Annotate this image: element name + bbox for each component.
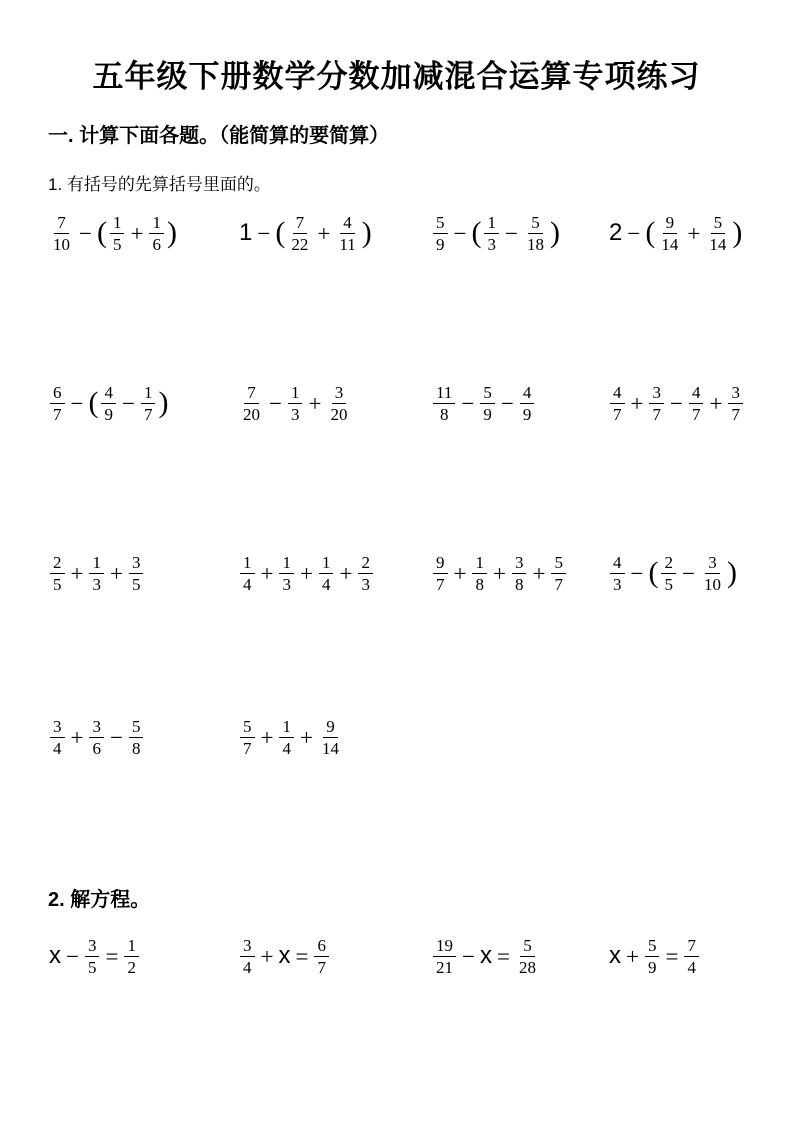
parenthesis: ( [645,216,656,250]
fraction-denominator: 3 [282,574,291,594]
fraction [701,553,724,594]
fraction-numerator: 9 [433,553,448,574]
fraction-denominator: 4 [321,574,331,594]
fraction-denominator: 7 [731,404,740,424]
parenthesis: ( [471,216,482,250]
operator: − [70,390,84,416]
fraction-denominator: 20 [243,404,260,424]
fraction-denominator: 6 [152,234,161,254]
fraction-denominator: 5 [53,574,62,594]
fraction [288,383,303,424]
fraction [610,553,625,594]
operator: = [665,943,679,969]
operator: + [260,560,274,586]
fraction-numerator: 3 [50,717,65,738]
fraction-numerator: 3 [85,936,100,957]
fraction [610,383,625,424]
fraction [240,717,255,758]
fraction-denominator: 4 [243,574,252,594]
fraction-denominator: 21 [436,957,453,977]
page-title: 五年级下册数学分数加减混合运算专项练习 [92,59,701,94]
operator: − [504,220,518,246]
fraction-denominator: 8 [514,574,524,594]
parenthesis: ( [88,386,99,420]
fraction-numerator: 3 [649,383,664,404]
math-expression [608,545,738,601]
operator: + [70,724,84,750]
parenthesis: ) [158,386,169,420]
term: 2 [609,219,623,247]
operator: = [496,943,510,969]
fraction-numerator: 4 [610,553,625,574]
math-expression [431,375,608,431]
fraction-denominator: 9 [436,234,445,254]
fraction-numerator: 11 [433,383,455,404]
operator: − [461,390,475,416]
parenthesis: ) [549,216,560,250]
fraction-denominator: 3 [361,574,370,594]
parenthesis: ) [361,216,372,250]
operator: + [453,560,467,586]
fraction [50,553,65,594]
problem-row [48,205,793,261]
fraction-denominator: 7 [554,574,563,594]
fraction-denominator: 9 [647,957,657,977]
fraction-denominator: 14 [661,234,679,254]
fraction-denominator: 9 [483,404,492,424]
fraction-numerator: 6 [314,936,329,957]
fraction [240,936,255,977]
fraction-numerator: 1 [240,553,255,574]
fraction [689,383,704,424]
fraction-denominator: 4 [243,957,252,977]
term: 1 [239,219,253,247]
fraction [124,936,139,977]
operator: + [70,560,84,586]
fraction [433,383,455,424]
fraction-denominator: 10 [703,574,721,594]
fraction [50,383,65,424]
fraction-numerator: 3 [512,553,527,574]
section1-subheading: 1. 有括号的先算括号里面的。 [48,175,271,195]
fraction-numerator: 2 [358,553,373,574]
fraction [484,213,499,254]
fraction-numerator: 4 [689,383,704,404]
fraction [684,936,699,977]
fraction-numerator: 2 [50,553,65,574]
fraction [129,717,144,758]
operator: − [269,390,282,416]
problem-row [48,375,793,431]
fraction [551,553,566,594]
operator: − [669,390,683,416]
operator: + [299,724,313,750]
fraction-numerator: 5 [240,717,255,738]
fraction [50,717,65,758]
parenthesis: ( [96,216,107,250]
parenthesis: ( [275,216,286,250]
fraction [524,213,547,254]
fraction-denominator: 14 [321,738,339,758]
math-expression [608,205,743,261]
fraction-denominator: 3 [290,404,300,424]
fraction-denominator: 14 [709,234,727,254]
fraction-numerator: 1 [149,213,164,234]
fraction [472,553,487,594]
fraction [89,717,104,758]
fraction-denominator: 5 [664,574,673,594]
operator: = [105,943,119,969]
fraction-denominator: 28 [518,957,536,977]
fraction-denominator: 7 [143,404,153,424]
fraction [319,553,334,594]
math-expression [431,928,608,984]
operator: − [66,943,79,969]
fraction [645,936,660,977]
fraction-denominator: 7 [243,738,252,758]
fraction [512,553,527,594]
fraction-denominator: 8 [131,738,141,758]
operator: − [109,724,123,750]
math-expression [238,375,431,431]
operator: + [532,560,546,586]
fraction-numerator: 1 [279,553,294,574]
section2-heading: 2. 解方程。 [48,889,151,912]
fraction-denominator: 22 [291,234,309,254]
fraction [279,553,294,594]
fraction-numerator: 3 [129,553,144,574]
fraction-denominator: 7 [613,404,622,424]
fraction [288,213,311,254]
fraction-denominator: 11 [339,234,356,254]
equation-row [48,928,793,984]
operator: + [299,560,313,586]
fraction-numerator: 1 [279,717,294,738]
math-expression [48,375,238,431]
math-expression [238,709,431,765]
fraction [433,936,456,977]
operator: − [630,560,644,586]
fraction-numerator: 4 [340,213,355,234]
fraction [327,383,350,424]
math-expression [238,928,431,984]
fraction [649,383,664,424]
fraction-denominator: 9 [522,404,532,424]
operator: − [453,220,467,246]
fraction-numerator: 7 [293,213,308,234]
fraction-numerator: 3 [728,383,743,404]
math-expression [608,928,701,984]
fraction-numerator: 7 [684,936,699,957]
fraction [110,213,125,254]
problem-row [48,545,793,601]
parenthesis: ) [166,216,177,250]
parenthesis: ( [648,556,659,590]
operator: + [317,220,331,246]
operator: + [626,943,639,969]
operator: + [630,390,644,416]
fraction-numerator: 1 [141,383,156,404]
parenthesis: ) [732,216,743,250]
fraction [336,213,358,254]
fraction-numerator: 2 [661,553,676,574]
fraction [89,553,104,594]
operator: + [260,943,274,969]
operator: − [627,220,641,246]
fraction-denominator: 20 [330,404,348,424]
fraction-denominator: 3 [487,234,496,254]
math-expression [431,205,608,261]
fraction-denominator: 10 [53,234,70,254]
fraction [141,383,156,424]
operator: + [339,560,353,586]
section1-heading: 一. 计算下面各题。（能简算的要简算） [48,125,390,148]
fraction-numerator: 1 [288,383,303,404]
operator: + [709,390,723,416]
fraction-numerator: 5 [129,717,144,738]
fraction-denominator: 7 [652,404,661,424]
fraction [279,717,294,758]
term: x [278,942,291,970]
fraction [85,936,100,977]
operator: − [121,390,135,416]
fraction-denominator: 4 [53,738,62,758]
fraction-denominator: 9 [104,404,113,424]
fraction [480,383,495,424]
fraction-numerator: 1 [472,553,487,574]
operator: + [687,220,701,246]
fraction [319,717,342,758]
fraction [520,383,535,424]
operator: + [109,560,123,586]
math-expression [238,545,431,601]
fraction-denominator: 3 [613,574,622,594]
operator: + [492,560,506,586]
math-expression [48,928,238,984]
math-expression [48,709,238,765]
fraction-denominator: 18 [526,234,544,254]
fraction-numerator: 4 [101,383,116,404]
fraction-numerator: 5 [711,213,726,234]
fraction-numerator: 9 [663,213,678,234]
fraction-numerator: 5 [528,213,543,234]
parenthesis: ) [726,556,737,590]
fraction [661,553,676,594]
fraction-denominator: 5 [87,957,97,977]
fraction [728,383,743,424]
fraction-numerator: 4 [610,383,625,404]
fraction-denominator: 4 [687,957,696,977]
fraction-denominator: 7 [317,957,326,977]
fraction [314,936,329,977]
operator: − [257,220,271,246]
operator: − [462,943,475,969]
fraction [240,553,255,594]
fraction-numerator: 3 [705,553,720,574]
fraction-denominator: 6 [92,738,101,758]
fraction-numerator: 3 [332,383,347,404]
fraction [433,553,448,594]
fraction [50,213,73,254]
fraction-numerator: 1 [484,213,499,234]
math-expression [608,375,745,431]
fraction [240,383,263,424]
operator: − [500,390,514,416]
math-expression [238,205,431,261]
fraction-numerator: 7 [244,383,259,404]
fraction-denominator: 5 [112,234,122,254]
fraction-denominator: 7 [436,574,445,594]
fraction [658,213,681,254]
fraction-numerator: 4 [520,383,535,404]
fraction-numerator: 5 [520,936,535,957]
operator: + [308,390,322,416]
math-expression [431,545,608,601]
fraction-denominator: 2 [127,957,136,977]
fraction-numerator: 5 [433,213,448,234]
fraction-numerator: 5 [645,936,660,957]
problem-row [48,709,793,765]
operator: − [681,560,695,586]
fraction [129,553,144,594]
fraction-numerator: 3 [89,717,104,738]
fraction [516,936,539,977]
fraction-numerator: 19 [433,936,456,957]
term: x [609,942,621,970]
fraction-numerator: 7 [54,213,69,234]
fraction [433,213,448,254]
fraction-denominator: 7 [691,404,701,424]
math-expression [48,545,238,601]
fraction-denominator: 8 [475,574,484,594]
fraction [706,213,729,254]
term: x [49,942,61,970]
operator: + [130,220,144,246]
term: x [479,942,492,970]
fraction [358,553,373,594]
fraction-numerator: 1 [124,936,139,957]
fraction-denominator: 3 [92,574,101,594]
fraction [101,383,116,424]
fraction-numerator: 1 [89,553,104,574]
fraction-numerator: 5 [480,383,495,404]
operator: − [79,220,92,246]
fraction-denominator: 4 [282,738,291,758]
fraction-numerator: 3 [240,936,255,957]
fraction-denominator: 7 [53,404,62,424]
fraction-numerator: 9 [323,717,338,738]
fraction-numerator: 6 [50,383,65,404]
fraction-denominator: 8 [439,404,449,424]
fraction-numerator: 5 [551,553,566,574]
operator: + [260,724,274,750]
math-expression [48,205,238,261]
operator: = [295,943,309,969]
fraction [149,213,164,254]
fraction-numerator: 1 [319,553,334,574]
fraction-denominator: 5 [131,574,141,594]
fraction-numerator: 1 [110,213,125,234]
